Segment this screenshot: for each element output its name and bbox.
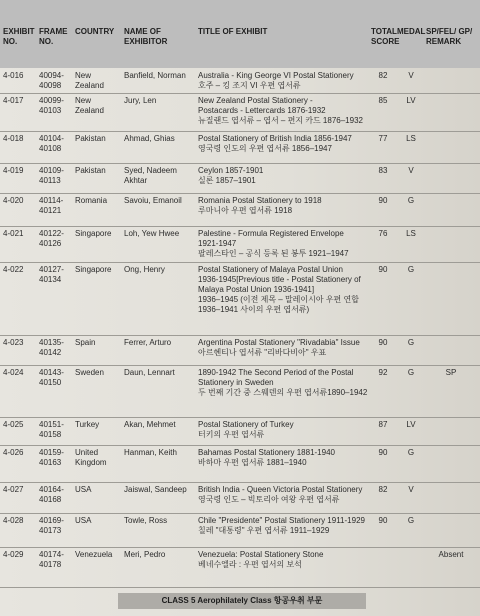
exhibit-no-cell: 4-021 xyxy=(3,229,24,238)
table-header xyxy=(0,0,480,68)
score-cell: 85 xyxy=(378,96,388,105)
exhibit-title-cell: Palestine - Formula Registered Envelope 1921-1947 팔레스타인 – 공식 등록 된 봉투 1921–1947 xyxy=(198,229,349,258)
exhibitor-name-cell: Ferrer, Arturo xyxy=(124,338,172,347)
exhibit-title-cell: Venezuela: Postal Stationery Stone 베네수엘라 : 우편 엽서의 보석 xyxy=(198,550,324,569)
score-cell: 83 xyxy=(378,166,388,175)
exhibit-no-cell: 4-027 xyxy=(3,485,24,494)
table-row xyxy=(0,547,480,588)
exhibit-no-cell: 4-016 xyxy=(3,71,24,80)
medal-cell: V xyxy=(408,71,414,80)
medal-cell: LV xyxy=(406,420,416,429)
table-row xyxy=(0,513,480,548)
frame-no-cell: 40114-40121 xyxy=(39,196,64,215)
table-row xyxy=(0,417,480,446)
frame-no-cell: 40099-40103 xyxy=(39,96,64,115)
frame-no-cell: 40164-40168 xyxy=(39,485,64,504)
exhibitor-name-cell: Jury, Len xyxy=(124,96,157,105)
exhibit-no-cell: 4-022 xyxy=(3,265,24,274)
exhibitor-name-cell: Savoiu, Emanoil xyxy=(124,196,182,205)
table-row xyxy=(0,482,480,514)
exhibit-title-cell: Australia - King George VI Postal Stationery 호주 – 킹 조지 VI 우편 엽서류 xyxy=(198,71,354,90)
country-cell: United Kingdom xyxy=(75,448,107,467)
header-medal: MEDAL xyxy=(397,27,426,36)
exhibitor-name-cell: Towle, Ross xyxy=(124,516,168,525)
score-cell: 76 xyxy=(378,229,388,238)
medal-cell: G xyxy=(407,265,415,274)
header-country: COUNTRY xyxy=(75,27,115,36)
exhibit-no-cell: 4-019 xyxy=(3,166,24,175)
score-cell: 82 xyxy=(378,485,388,494)
score-cell: 82 xyxy=(378,71,388,80)
exhibitor-name-cell: Meri, Pedro xyxy=(124,550,166,559)
frame-no-cell: 40151-40158 xyxy=(39,420,64,439)
exhibit-title-cell: New Zealand Postal Stationery - Postacards - Lettercards 1876-1932 뉴질랜드 엽서류 – 엽서 – 편지 카드 1876–1932 xyxy=(198,96,363,125)
exhibitor-name-cell: Hanman, Keith xyxy=(124,448,177,457)
exhibitor-name-cell: Akan, Mehmet xyxy=(124,420,176,429)
country-cell: USA xyxy=(75,485,92,494)
exhibitor-name-cell: Ong, Henry xyxy=(124,265,165,274)
medal-cell: G xyxy=(407,368,415,377)
table-row xyxy=(0,226,480,263)
frame-no-cell: 40104-40108 xyxy=(39,134,64,153)
score-cell: 90 xyxy=(378,448,388,457)
country-cell: Singapore xyxy=(75,229,112,238)
header-frame-no: FRAME NO. xyxy=(39,27,68,46)
country-cell: Romania xyxy=(75,196,108,205)
score-cell: 90 xyxy=(378,196,388,205)
frame-no-cell: 40174-40178 xyxy=(39,550,64,569)
score-cell: 90 xyxy=(378,265,388,274)
table-row xyxy=(0,365,480,418)
exhibit-no-cell: 4-029 xyxy=(3,550,24,559)
medal-cell: G xyxy=(407,196,415,205)
exhibit-title-cell: Postal Stationery of British India 1856-1947 영국령 인도의 우편 엽서류 1856–1947 xyxy=(198,134,352,153)
table-row xyxy=(0,163,480,194)
medal-cell: V xyxy=(408,166,414,175)
frame-no-cell: 40122-40126 xyxy=(39,229,64,248)
exhibit-title-cell: Chile "Presidente" Postal Stationery 1911-1929 칠레 "대통령" 우편 엽서류 1911–1929 xyxy=(198,516,365,535)
header-score: TOTAL SCORE xyxy=(371,27,400,46)
exhibit-title-cell: 1890-1942 The Second Period of the Postal Stationery in Sweden 두 번째 기간 중 스웨덴의 우편 엽서류1890–1942 xyxy=(198,368,368,397)
country-cell: New Zealand xyxy=(75,96,104,115)
exhibit-no-cell: 4-018 xyxy=(3,134,24,143)
medal-cell: G xyxy=(407,338,415,347)
exhibitor-name-cell: Banfield, Norman xyxy=(124,71,186,80)
medal-cell: LV xyxy=(406,96,416,105)
exhibitor-name-cell: Ahmad, Ghias xyxy=(124,134,175,143)
country-cell: Singapore xyxy=(75,265,112,274)
frame-no-cell: 40143-40150 xyxy=(39,368,64,387)
exhibit-title-cell: Postal Stationery of Turkey 터키의 우편 엽서류 xyxy=(198,420,294,439)
country-cell: New Zealand xyxy=(75,71,104,90)
exhibit-no-cell: 4-017 xyxy=(3,96,24,105)
table-row xyxy=(0,68,480,94)
frame-no-cell: 40094-40098 xyxy=(39,71,64,90)
country-cell: Sweden xyxy=(75,368,104,377)
frame-no-cell: 40169-40173 xyxy=(39,516,64,535)
exhibit-no-cell: 4-020 xyxy=(3,196,24,205)
medal-cell: G xyxy=(407,516,415,525)
medal-cell: LS xyxy=(406,134,416,143)
country-cell: Turkey xyxy=(75,420,100,429)
table-row xyxy=(0,445,480,483)
exhibit-title-cell: British India - Queen Victoria Postal Stationery 영국령 인도 – 빅토리아 여왕 우편 엽서류 xyxy=(198,485,363,504)
score-cell: 77 xyxy=(378,134,388,143)
medal-cell: G xyxy=(407,448,415,457)
frame-no-cell: 40135-40142 xyxy=(39,338,64,357)
header-exhibit-no: EXHIBIT NO. xyxy=(3,27,35,46)
header-title: TITLE OF EXHIBIT xyxy=(198,27,268,36)
frame-no-cell: 40109-40113 xyxy=(39,166,64,185)
exhibitor-name-cell: Jaiswal, Sandeep xyxy=(124,485,187,494)
exhibit-no-cell: 4-026 xyxy=(3,448,24,457)
score-cell: 90 xyxy=(378,516,388,525)
exhibit-no-cell: 4-023 xyxy=(3,338,24,347)
medal-cell: V xyxy=(408,485,414,494)
exhibit-title-cell: Ceylon 1857-1901 실론 1857–1901 xyxy=(198,166,264,185)
score-cell: 90 xyxy=(378,338,388,347)
frame-no-cell: 40159-40163 xyxy=(39,448,64,467)
frame-no-cell: 40127-40134 xyxy=(39,265,64,284)
class-5-heading: CLASS 5 Aerophilately Class 항공우취 부문 xyxy=(118,593,366,609)
country-cell: Spain xyxy=(75,338,96,347)
country-cell: USA xyxy=(75,516,92,525)
remark-cell: Absent xyxy=(438,550,464,559)
country-cell: Pakistan xyxy=(75,134,106,143)
exhibit-title-cell: Bahamas Postal Stationery 1881-1940 바하마 우편 엽서류 1881–1940 xyxy=(198,448,335,467)
table-row xyxy=(0,335,480,366)
exhibit-title-cell: Argentina Postal Stationery "Rivadabia" Issue 아르헨티나 엽서류 "리바다비아" 우표 xyxy=(198,338,360,357)
exhibit-no-cell: 4-028 xyxy=(3,516,24,525)
country-cell: Venezuela xyxy=(75,550,113,559)
score-cell: 87 xyxy=(378,420,388,429)
exhibit-no-cell: 4-025 xyxy=(3,420,24,429)
medal-cell: LS xyxy=(406,229,416,238)
exhibitor-name-cell: Syed, Nadeem Akhtar xyxy=(124,166,177,185)
remark-cell: SP xyxy=(445,368,457,377)
table-row xyxy=(0,131,480,164)
exhibit-no-cell: 4-024 xyxy=(3,368,24,377)
table-row xyxy=(0,93,480,132)
exhibit-title-cell: Postal Stationery of Malaya Postal Union 1936-1945[Previous title - Postal Stationery of Malaya Postal Union 1936-1941] 1936–1945 (이전 제목 – 말레이시아 우편 연합 1936–1941 사이의 우편 엽서류) xyxy=(198,265,361,314)
header-remark: SP/FEL/ GP/ REMARK xyxy=(426,27,473,46)
country-cell: Pakistan xyxy=(75,166,106,175)
score-cell: 92 xyxy=(378,368,388,377)
exhibit-title-cell: Romania Postal Stationery to 1918 루마니아 우편 엽서류 1918 xyxy=(198,196,322,215)
table-row xyxy=(0,193,480,227)
header-exhibitor: NAME OF EXHIBITOR xyxy=(124,27,168,46)
table-row xyxy=(0,262,480,336)
exhibitor-name-cell: Loh, Yew Hwee xyxy=(124,229,180,238)
exhibitor-name-cell: Daun, Lennart xyxy=(124,368,175,377)
